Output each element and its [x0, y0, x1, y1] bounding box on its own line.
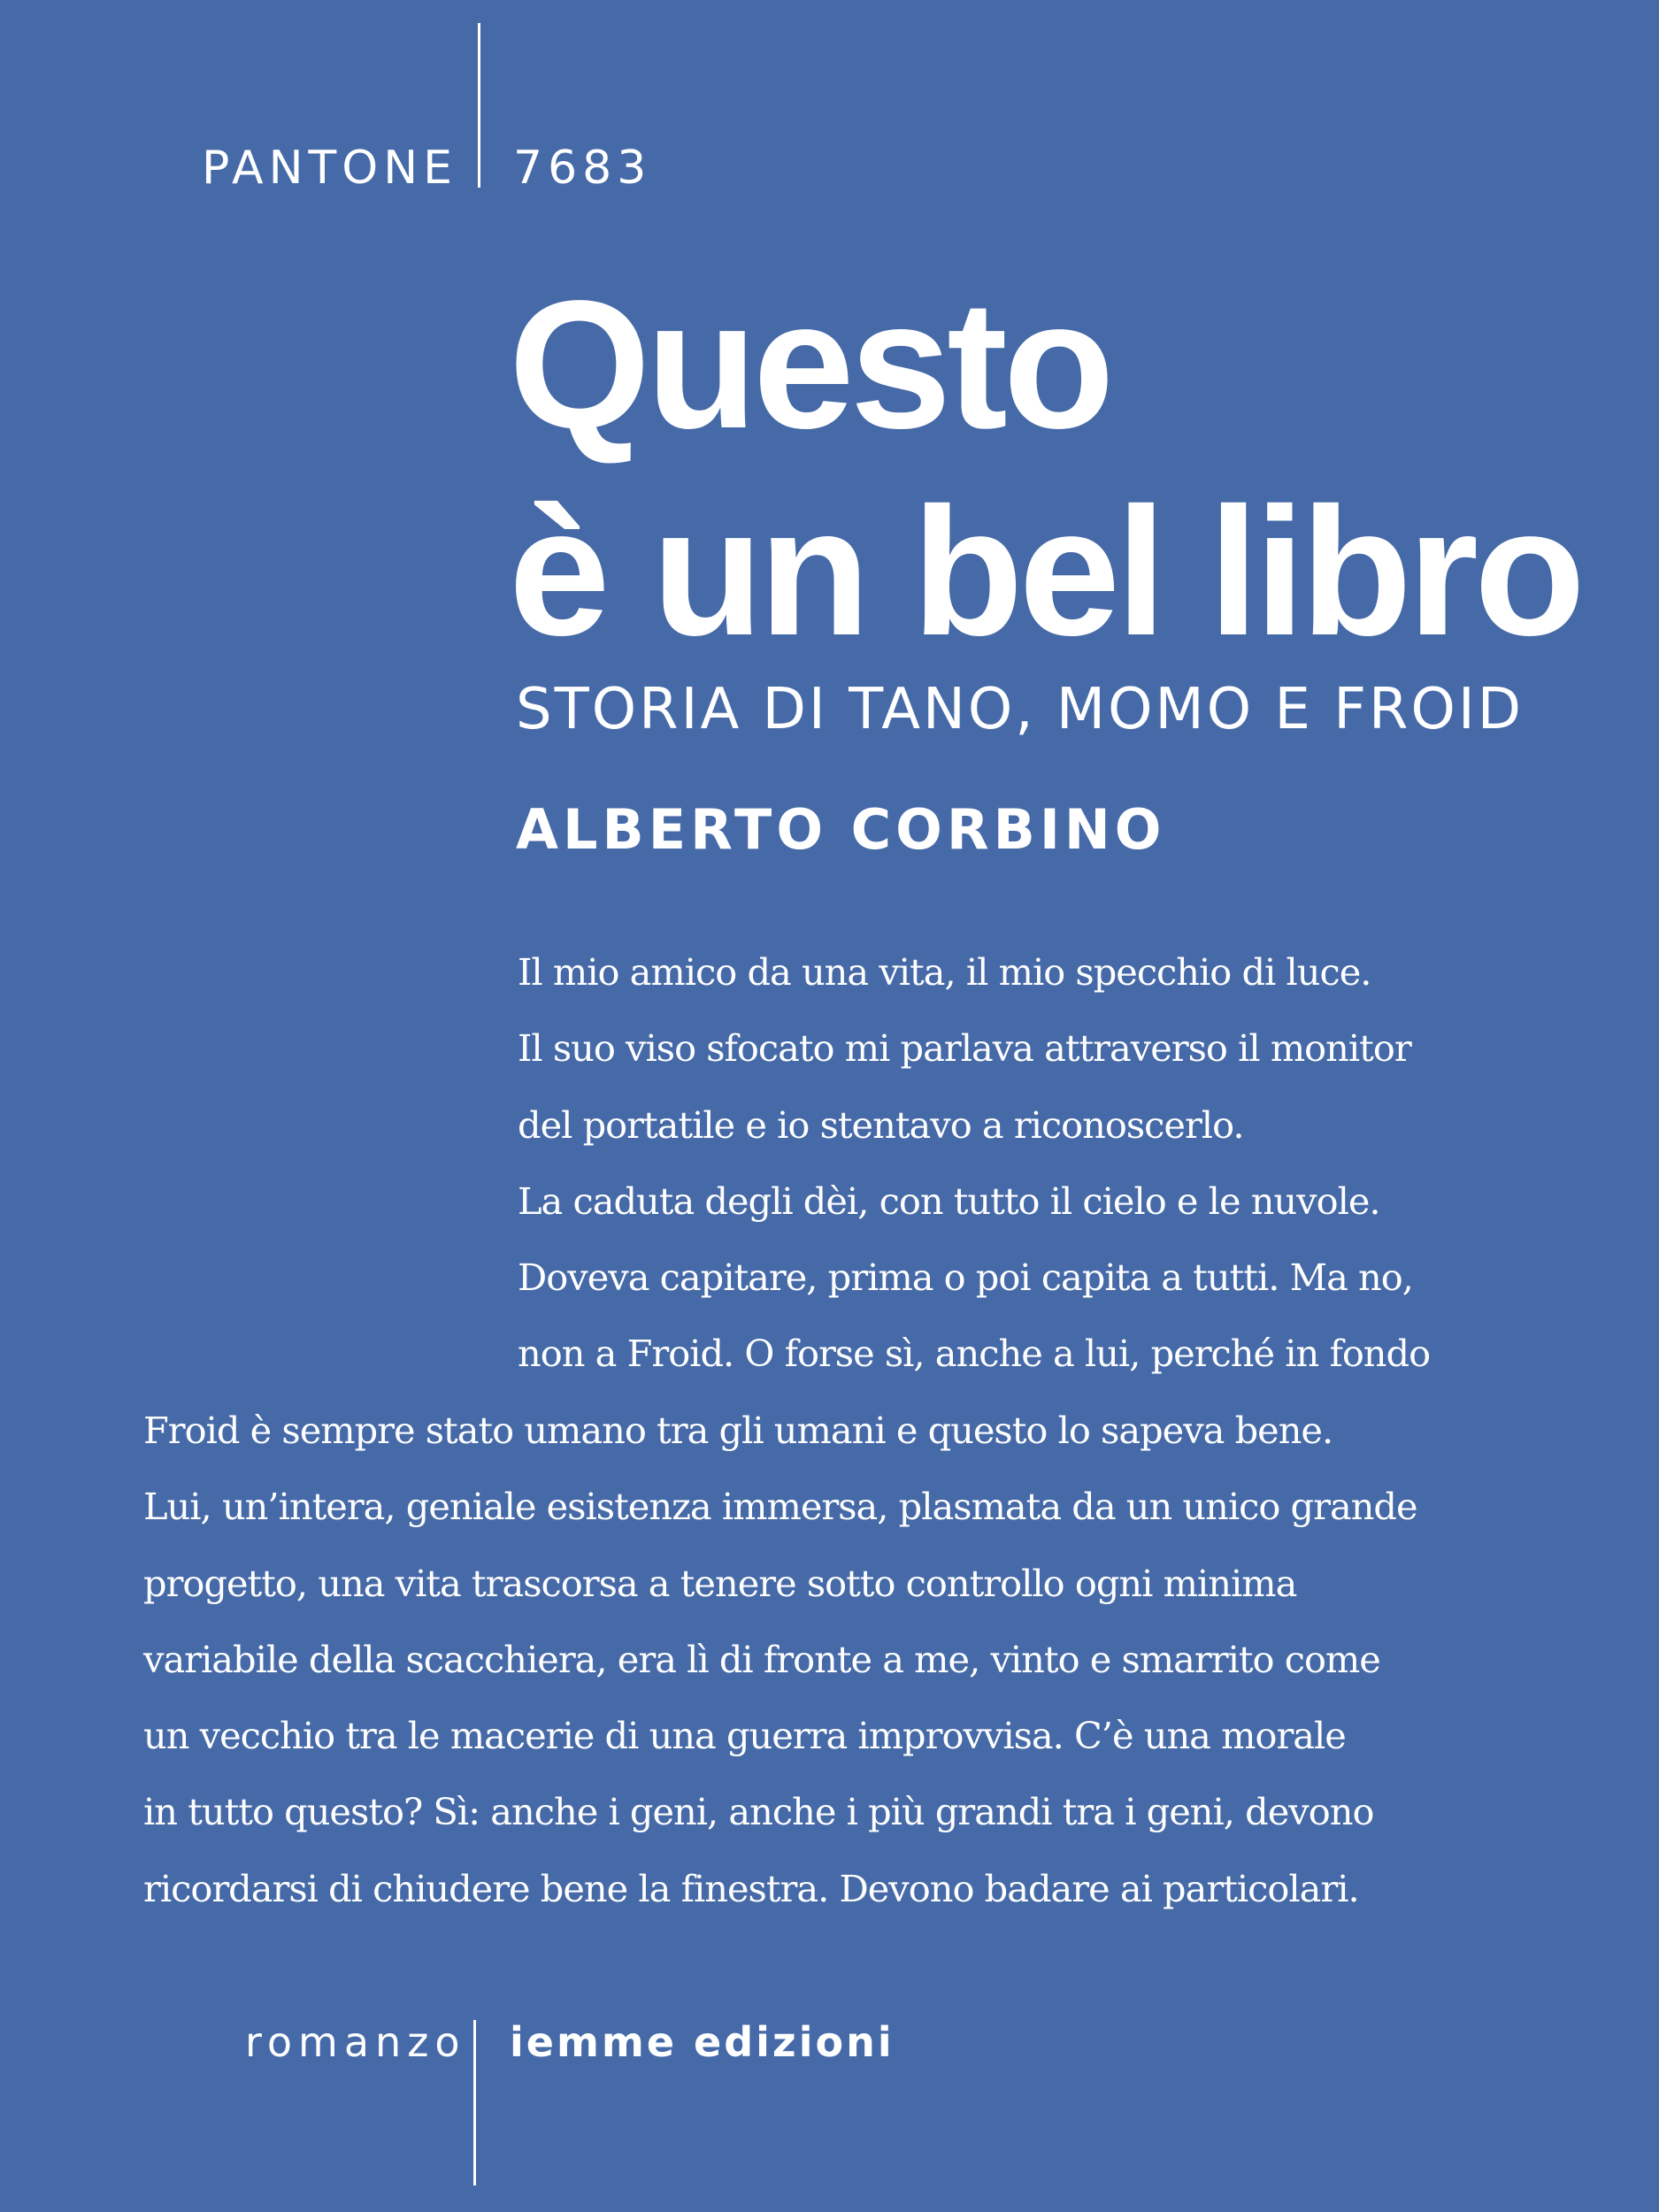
blurb-line: in tutto questo? Sì: anche i geni, anche i più grandi tra i geni, devono	[143, 1790, 1374, 1834]
series-label: PANTONE	[202, 142, 457, 195]
book-subtitle: STORIA DI TANO, MOMO E FROID	[516, 677, 1525, 742]
blurb-full-block	[143, 1393, 1417, 1927]
bottom-divider-line	[473, 2020, 476, 2185]
blurb-line: ricordarsi di chiudere bene la finestra. Devono badare ai particolari.	[143, 1866, 1359, 1910]
blurb-line: un vecchio tra le macerie di una guerra improvvisa. C’è una morale	[143, 1714, 1346, 1758]
book-title	[509, 261, 1581, 675]
top-divider-line	[478, 23, 480, 188]
blurb-line: Il mio amico da una vita, il mio specchio di luce.	[518, 950, 1371, 994]
genre-label: romanzo	[245, 2018, 466, 2066]
blurb-line: Froid è sempre stato umano tra gli umani e questo lo sapeva bene.	[143, 1409, 1333, 1452]
book-title-line-2: è un bel libro	[509, 470, 1581, 673]
blurb-line: Doveva capitare, prima o poi capita a tutti. Ma no,	[518, 1256, 1413, 1300]
author-name: ALBERTO CORBINO	[516, 797, 1166, 862]
series-code: 7683	[513, 142, 652, 195]
blurb-line: progetto, una vita trascorsa a tenere sotto controllo ogni minima	[143, 1561, 1297, 1605]
blurb-line: variabile della scacchiera, era lì di fronte a me, vinto e smarrito come	[143, 1637, 1380, 1681]
blurb-indented-block	[518, 934, 1430, 1393]
book-title-line-1: Questo	[509, 263, 1110, 466]
blurb-line: non a Froid. O forse sì, anche a lui, perché in fondo	[518, 1332, 1431, 1376]
publisher-name: iemme edizioni	[510, 2018, 895, 2066]
blurb-line: Lui, un’intera, geniale esistenza immersa, plasmata da un unico grande	[143, 1485, 1417, 1529]
blurb-line: La caduta degli dèi, con tutto il cielo e le nuvole.	[518, 1179, 1380, 1223]
blurb-line: del portatile e io stentavo a riconoscerlo.	[518, 1102, 1244, 1147]
blurb-line: Il suo viso sfocato mi parlava attraverso il monitor	[518, 1026, 1411, 1071]
